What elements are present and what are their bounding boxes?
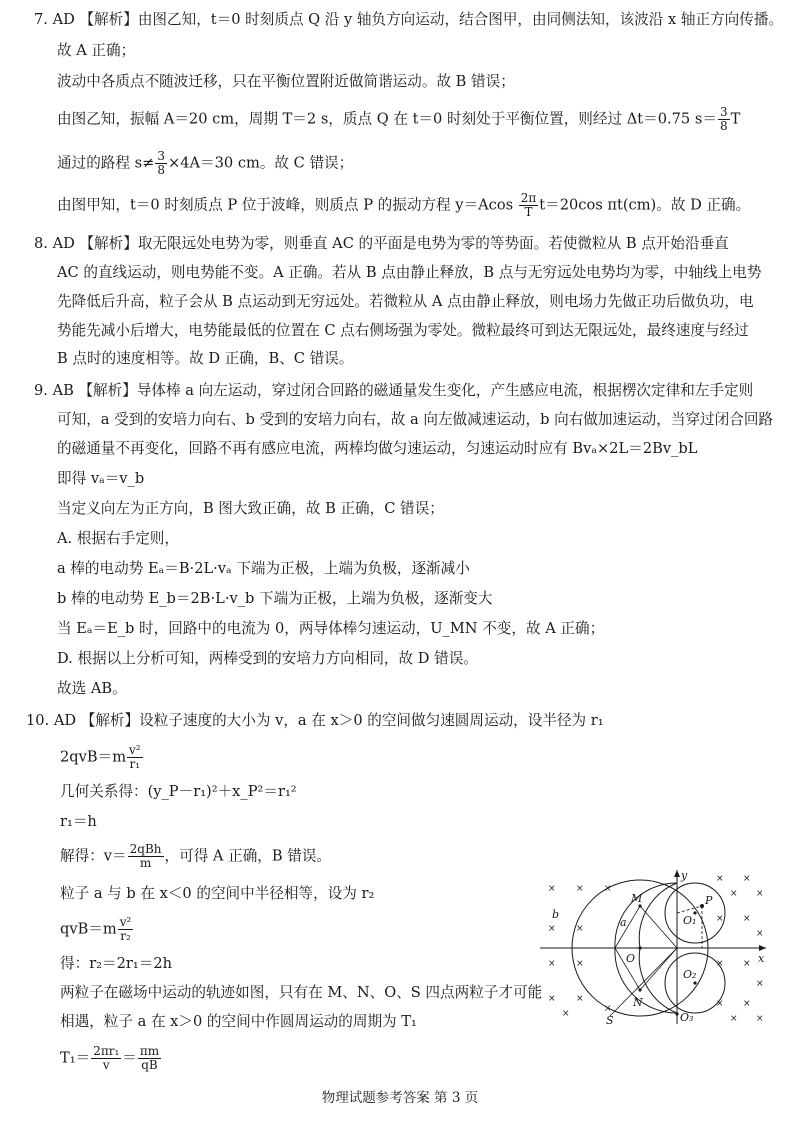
q8-line-1: 8. AD 【解析】取无限远处电势为零，则垂直 AC 的平面是电势为零的等势面。若使微粒从 B 点开始沿垂直 [34, 235, 729, 252]
point-o2 [693, 981, 696, 984]
q9-line-2: 可知，a 受到的安培力向右、b 受到的安培力向右，故 a 向左做减速运动，b 向右做加速运动，当穿过闭合回路 [57, 411, 774, 428]
q7-line-4 [57, 106, 740, 133]
q9-line-6: A. 根据右手定则， [57, 530, 179, 547]
chord [640, 906, 677, 948]
fraction-numerator: 2πr₁ [93, 1044, 120, 1058]
field-mark: × [716, 874, 724, 884]
field-mark: × [576, 884, 584, 894]
fraction-denominator: r₁ [129, 757, 141, 771]
equals-sign: ＝ [122, 1049, 137, 1067]
field-mark: × [743, 959, 751, 969]
field-marks [548, 874, 764, 1024]
q9-line-11: 故选 AB。 [57, 680, 127, 697]
q9-line-10: D. 根据以上分析可知，两棒受到的安培力方向相同，故 D 错误。 [57, 650, 478, 667]
q10-line-11-text: T₁＝ [60, 1049, 91, 1067]
q10-line-2 [60, 744, 144, 771]
fraction [519, 192, 539, 219]
fraction [718, 106, 730, 133]
q8-line-3: 先降低后升高，粒子会从 B 点运动到无穷远处。若微粒从 A 点由静止释放，则电场力先做正功后做负功，电 [57, 293, 754, 310]
q10-line-7 [60, 916, 134, 943]
label-s: S [606, 1014, 614, 1026]
fraction-numerator: πm [139, 1044, 160, 1058]
fraction-numerator: 3 [719, 105, 728, 119]
q10-line-6: 粒子 a 与 b 在 x＜0 的空间中半径相等，设为 r₂ [60, 885, 375, 902]
label-b: b [552, 908, 560, 921]
label-a: a [620, 916, 627, 929]
field-mark: × [548, 884, 556, 894]
q7-line-5-tail: ×4A＝30 cm。故 C 错误； [167, 154, 354, 172]
fraction-numerator: v² [119, 915, 132, 929]
label-o3: O₃ [680, 1011, 694, 1024]
field-mark: × [576, 924, 584, 934]
fraction [91, 1045, 121, 1072]
chord [640, 948, 677, 990]
q10-line-5-tail: ，可得 A 正确，B 错误。 [164, 847, 332, 865]
fraction [127, 744, 143, 771]
point-o [638, 946, 641, 949]
q7-line-6-tail: t＝20cos πt(cm)。故 D 正确。 [539, 196, 751, 214]
fraction-denominator: T [524, 205, 533, 219]
q10-line-5 [60, 843, 331, 870]
q9-line-1: 9. AB 【解析】导体棒 a 向左运动，穿过闭合回路的磁通量发生变化，产生感应电流，根据楞次定律和左手定则 [34, 382, 754, 399]
q7-line-6 [57, 192, 750, 219]
fraction-denominator: r₂ [120, 929, 131, 943]
label-m: M [631, 892, 643, 905]
fraction-numerator: 2π [520, 191, 537, 205]
q7-line-6-text: 由图甲知，t＝0 时刻质点 P 位于波峰，则质点 P 的振动方程 y＝Acos [57, 196, 518, 214]
q10-line-5-text: 解得：v＝ [60, 847, 127, 865]
field-mark: × [756, 889, 764, 899]
q7-line-4-text: 由图乙知，振幅 A＝20 cm，周期 T＝2 s，质点 Q 在 t＝0 时刻处于平衡位置，则经过 Δt＝0.75 s＝ [57, 110, 717, 128]
q8-line-5: B 点时的速度相等。故 D 正确，B、C 错误。 [57, 350, 354, 367]
y-axis-arrow [674, 870, 680, 877]
field-mark: × [743, 999, 751, 1009]
point-n [638, 988, 641, 991]
field-mark: × [604, 1004, 612, 1014]
q10-line-3: 几何关系得：(y_P－r₁)²＋x_P²＝r₁² [60, 783, 297, 800]
fraction [118, 916, 134, 943]
dashed-line [677, 906, 702, 913]
fraction-denominator: v [102, 1058, 110, 1072]
fraction-numerator: v² [129, 743, 141, 757]
q7-line-4-tail: T [730, 110, 741, 128]
chord [610, 948, 677, 1016]
q7-line-5-text: 通过的路程 s≠ [57, 154, 155, 172]
q10-line-9: 两粒子在磁场中运动的轨迹如图，只有在 M、N、O、S 四点两粒子才可能 [60, 984, 543, 1001]
chord [615, 906, 640, 948]
q7-line-5 [57, 150, 353, 177]
q10-line-11 [60, 1045, 162, 1072]
trajectory-figure [540, 866, 770, 1026]
fraction [155, 150, 167, 177]
q9-line-3: 的磁通量不再变化，回路不再有感应电流，两棒均做匀速运动，匀速运动时应有 Bvₐ×2L＝2Bv_bL [57, 440, 698, 457]
x-axis-arrow [759, 945, 766, 951]
fraction-denominator: 8 [719, 119, 728, 133]
field-mark: × [716, 999, 724, 1009]
field-mark: × [743, 874, 751, 884]
label-n: N [633, 996, 643, 1009]
q10-line-2-text: 2qvB＝m [60, 748, 127, 766]
q10-line-8: 得：r₂＝2r₁＝2h [60, 955, 172, 972]
field-mark: × [756, 929, 764, 939]
point-p [700, 904, 704, 908]
field-mark: × [716, 959, 724, 969]
label-o: O [626, 952, 636, 965]
page-footer: 物理试题参考答案 第 3 页 [321, 1090, 479, 1106]
q7-line-3: 波动中各质点不随波迁移，只在平衡位置附近做简谐运动。故 B 错误； [57, 73, 515, 90]
q9-line-5: 当定义向左为正方向，B 图大致正确，故 B 正确，C 错误； [57, 500, 444, 517]
field-mark: × [548, 959, 556, 969]
field-mark: × [756, 1014, 764, 1024]
q9-line-9: 当 Eₐ＝E_b 时，回路中的电流为 0，两导体棒匀速运动，U_MN 不变，故 A 正确； [57, 620, 605, 637]
field-mark: × [716, 914, 724, 924]
fraction [128, 843, 164, 870]
field-mark: × [604, 884, 612, 894]
q8-line-2: AC 的直线运动，则电势能不变。A 正确。若从 B 点由静止释放，B 点与无穷远处电势均为零，中轴线上电势 [57, 264, 762, 281]
label-p: P [705, 894, 713, 907]
field-mark: × [576, 994, 584, 1004]
q7-line-1: 7. AD 【解析】由图乙知，t＝0 时刻质点 Q 沿 y 轴负方向运动，结合图甲，由同侧法知，该波沿 x 轴正方向传播。 [34, 11, 784, 28]
field-mark: × [548, 924, 556, 934]
q9-line-8: b 棒的电动势 E_b＝2B·L·v_b 下端为正极，上端为负极，逐渐变大 [57, 590, 493, 607]
label-o2: O₂ [683, 968, 697, 981]
q10-line-4: r₁＝h [60, 813, 97, 830]
field-mark: × [756, 979, 764, 989]
field-mark: × [562, 1009, 570, 1019]
q10-line-7-text: qvB＝m [60, 920, 117, 938]
q8-line-4: 势能先减小后增大，电势能最低的位置在 C 点右侧场强为零处。微粒最终可到达无限远处，最终速度与经过 [57, 322, 749, 339]
field-mark: × [743, 914, 751, 924]
q10-line-1: 10. AD 【解析】设粒子速度的大小为 v，a 在 x＞0 的空间做匀速圆周运动，设半径为 r₁ [26, 712, 604, 729]
fraction-numerator: 3 [157, 149, 165, 163]
label-x: x [758, 952, 765, 965]
fraction [138, 1045, 161, 1072]
fraction-numerator: 2qBh [129, 842, 162, 856]
fraction-denominator: m [139, 856, 152, 870]
field-mark: × [730, 1014, 738, 1024]
fraction-denominator: 8 [157, 163, 165, 177]
label-o1: O₁ [683, 914, 697, 927]
q9-line-7: a 棒的电动势 Eₐ＝B·2L·vₐ 下端为正极，上端为负极，逐渐减小 [57, 560, 470, 577]
field-mark: × [576, 959, 584, 969]
label-y: y [681, 869, 688, 882]
q9-line-4: 即得 vₐ＝v_b [57, 470, 145, 487]
field-mark: × [730, 889, 738, 899]
field-mark: × [548, 994, 556, 1004]
q7-line-2: 故 A 正确； [57, 42, 136, 59]
q10-line-10: 相遇，粒子 a 在 x＞0 的空间中作圆周运动的周期为 T₁ [60, 1013, 417, 1030]
point-o3 [675, 1012, 678, 1015]
fraction-denominator: qB [141, 1058, 158, 1072]
